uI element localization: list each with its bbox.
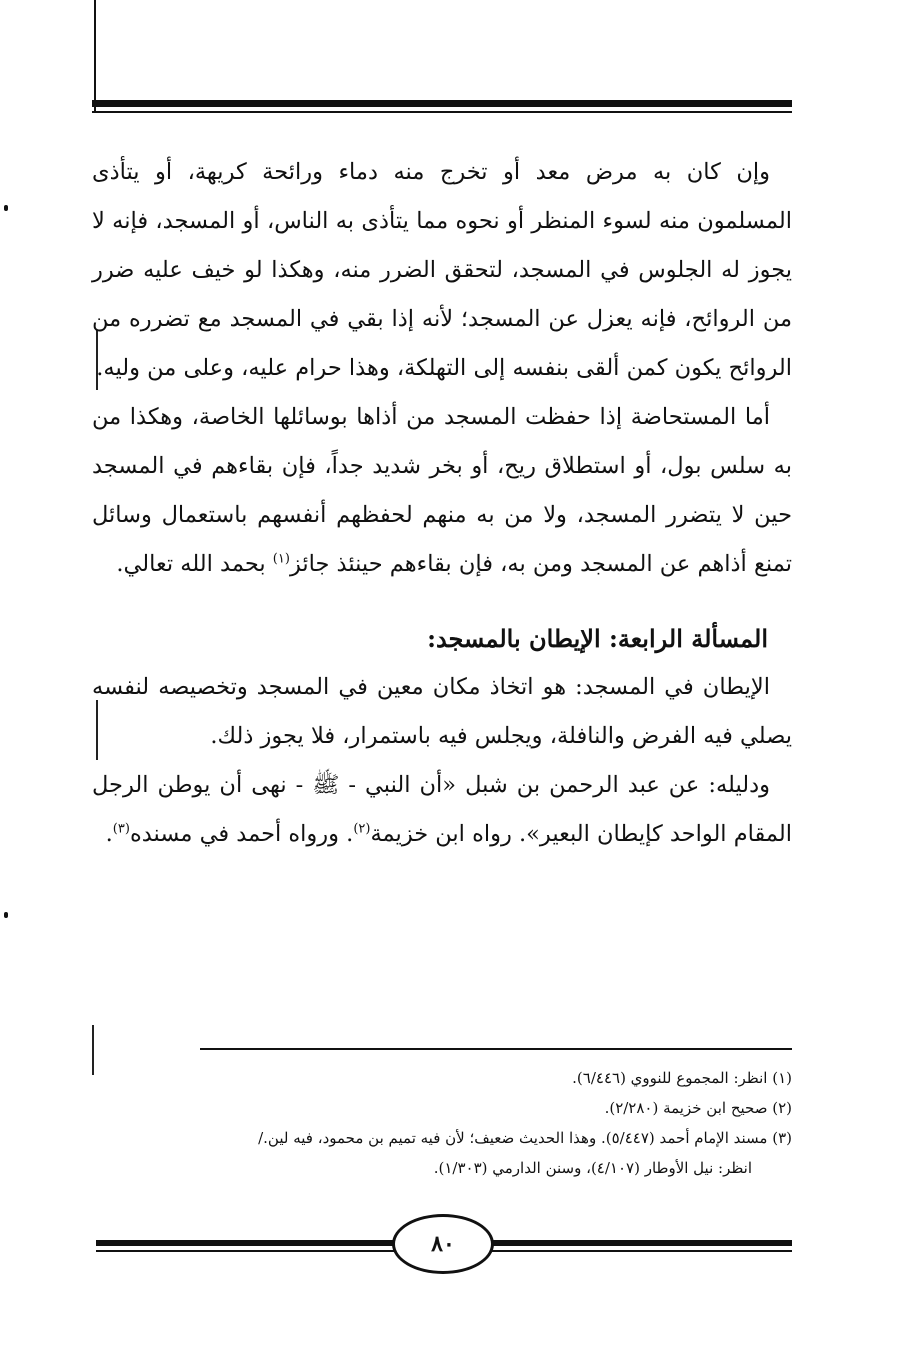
header-rule-thick: [92, 100, 792, 107]
footnote-separator: [200, 1048, 792, 1050]
page-number: ٨٠: [431, 1231, 455, 1257]
paragraph-2-end: بحمد الله تعالي.: [116, 551, 266, 577]
paragraph-2-text: أما المستحاضة إذا حفظت المسجد من أذاها بوسائلها الخاصة، وهكذا من به سلس بول، أو استطلاق ريح، أو بخر شديد جداً، فإن بقاءهم في المسجد حين لا يتضرر المسجد، ولا من به منهم لحفظهم أنفسهم باستعمال وسائل تمنع أذاهم عن المسجد ومن به، فإن بقاءهم حينئذ جائز: [92, 404, 792, 577]
main-text: [92, 148, 792, 859]
footnote-ref-3: (٣): [112, 821, 130, 837]
page-number-badge: [392, 1214, 494, 1274]
footnote-ref-1: (١): [272, 551, 290, 567]
scan-speck: [4, 912, 8, 918]
evidence-text-1: ودليله: عن عبد الرحمن بن شبل «أن النبي - ﷺ - نهى أن يوطن الرجل المقام الواحد كإيطان البعير». رواه ابن خزيمة: [92, 772, 792, 847]
binding-line: [94, 0, 96, 112]
footnote-3-continuation: انظر: نيل الأوطار (٤/١٠٧)، وسنن الدارمي (١/٣٠٣).: [433, 1159, 752, 1177]
paragraph-2: [92, 393, 792, 589]
definition-paragraph: الإيطان في المسجد: هو اتخاذ مكان معين في المسجد وتخصيصه لنفسه يصلي فيه الفرض والنافلة، ويجلس فيه باستمرار، فلا يجوز ذلك.: [92, 674, 792, 749]
evidence-end: .: [105, 821, 113, 847]
footnotes: [92, 1063, 792, 1183]
header-rule-thin: [92, 111, 792, 113]
footnote-3: (٣) مسند الإمام أحمد (٥/٤٤٧). وهذا الحديث ضعيف؛ لأن فيه تميم بن محمود، فيه لين./: [258, 1129, 792, 1147]
evidence-text-2: . ورواه أحمد في مسنده: [129, 821, 354, 847]
footnote-2: (٢) صحيح ابن خزيمة (٢/٢٨٠).: [604, 1099, 792, 1117]
paragraph-1: وإن كان به مرض معد أو تخرج منه دماء ورائحة كريهة، أو يتأذى المسلمون منه لسوء المنظر أو نحوه مما يتأذى به الناس، أو المسجد، فإنه لا يجوز له الجلوس في المسجد، لتحقق الضرر منه، وهكذا لو خيف عليه ضرر من الروائح، فإنه يعزل عن المسجد؛ لأنه إذا بقي في المسجد مع تضرره من الروائح يكون كمن ألقى بنفسه إلى التهلكة، وهذا حرام عليه، وعلى من وليه.: [92, 159, 792, 381]
section-heading: المسألة الرابعة: الإيطان بالمسجد:: [427, 624, 768, 653]
footnote-ref-2: (٢): [353, 821, 371, 837]
evidence-paragraph: [92, 761, 792, 859]
scan-speck: [4, 205, 8, 211]
footnote-1: (١) انظر: المجموع للنووي (٦/٤٤٦).: [572, 1069, 792, 1087]
